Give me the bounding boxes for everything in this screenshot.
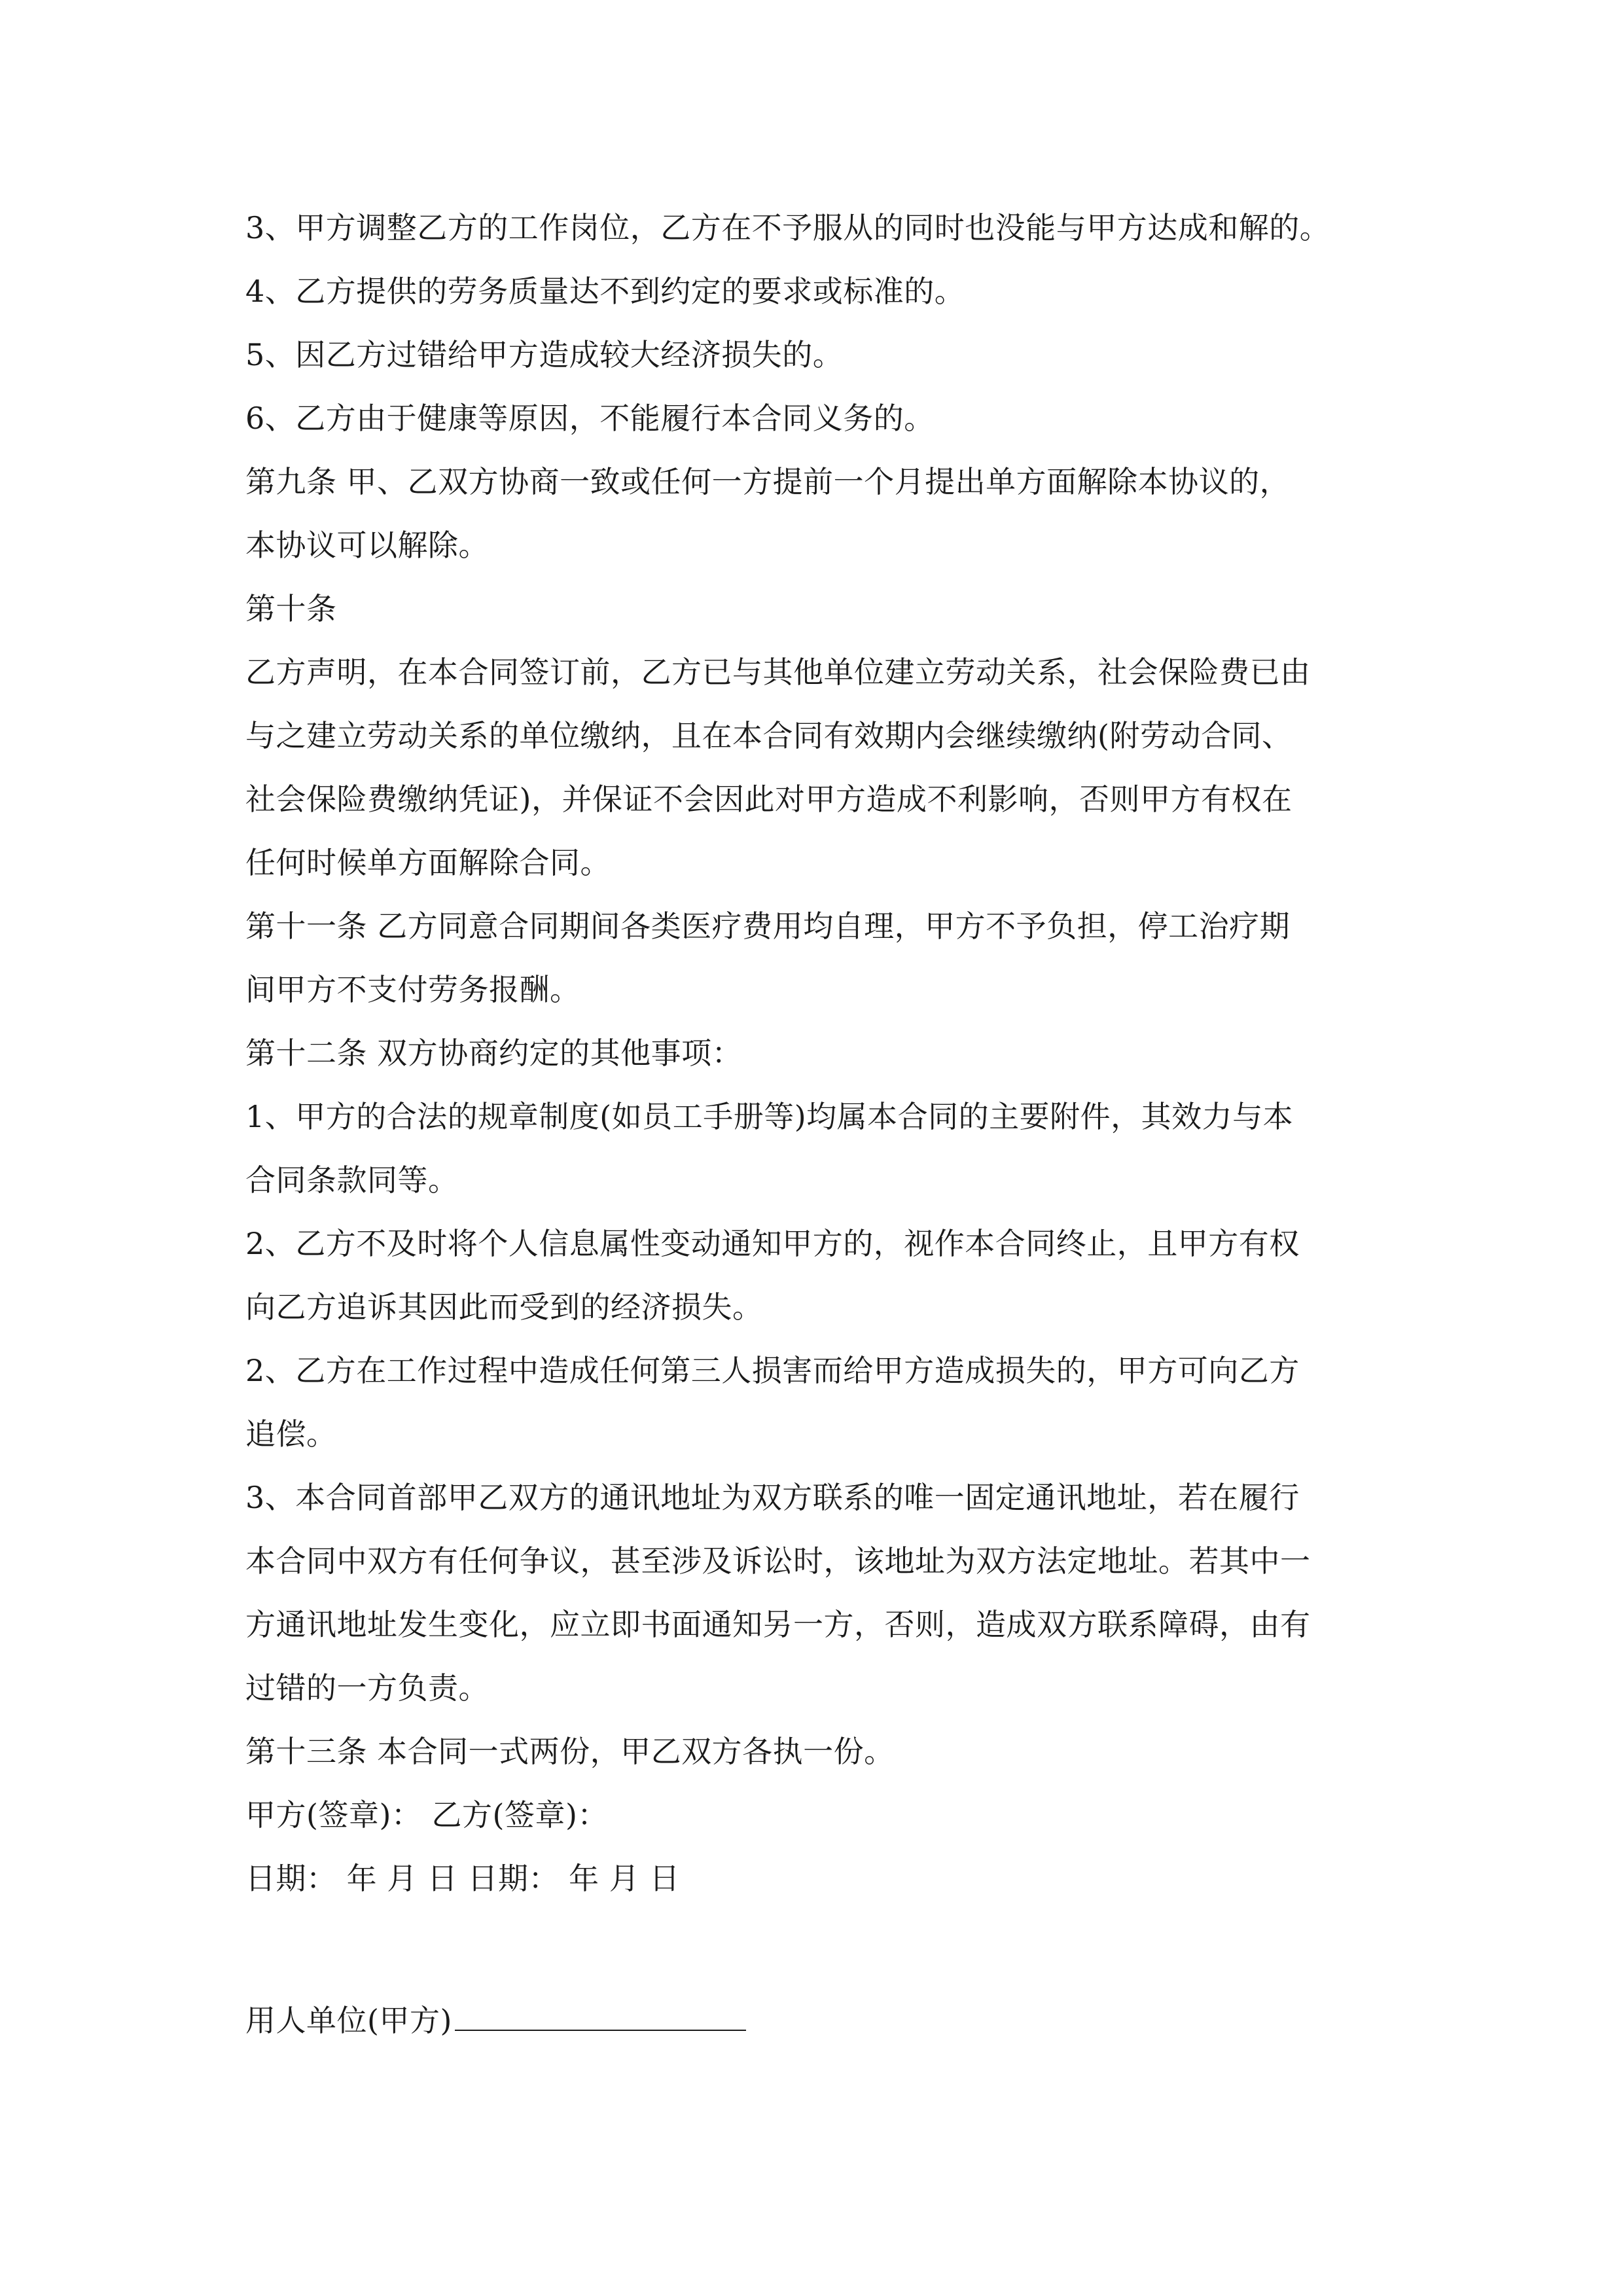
clause-line: 6、乙方由于健康等原因，不能履行本合同义务的。	[245, 401, 935, 436]
clause-line: 乙方声明，在本合同签订前，乙方已与其他单位建立劳动关系，社会保险费已由	[245, 655, 1311, 690]
date-labels: 日期： 年 月 日 日期： 年 月 日	[245, 1861, 680, 1896]
clause-line: 第十二条 双方协商约定的其他事项：	[245, 1035, 743, 1071]
clause-heading: 第十条	[245, 591, 337, 626]
clause-line: 2、乙方在工作过程中造成任何第三人损害而给甲方造成损失的，甲方可向乙方	[245, 1353, 1300, 1388]
employer-name-blank	[455, 1990, 746, 2031]
employer-label: 用人单位(甲方)	[245, 2003, 452, 2038]
clause-line: 第十三条 本合同一式两份，甲乙双方各执一份。	[245, 1734, 895, 1769]
clause-line: 3、甲方调整乙方的工作岗位，乙方在不予服从的同时也没能与甲方达成和解的。	[245, 210, 1330, 245]
clause-line: 方通讯地址发生变化，应立即书面通知另一方，否则，造成双方联系障碍，由有	[245, 1607, 1311, 1642]
spacer	[245, 1910, 1391, 1989]
clause-line: 1、甲方的合法的规章制度(如员工手册等)均属本合同的主要附件，其效力与本	[245, 1099, 1294, 1134]
clause-line: 与之建立劳动关系的单位缴纳，且在本合同有效期内会继续缴纳(附劳动合同、	[245, 718, 1293, 753]
clause-line: 4、乙方提供的劳务质量达不到约定的要求或标准的。	[245, 274, 965, 309]
clause-line: 社会保险费缴纳凭证)，并保证不会因此对甲方造成不利影响，否则甲方有权在	[245, 781, 1293, 817]
clause-line: 合同条款同等。	[245, 1162, 459, 1198]
clause-line: 过错的一方负责。	[245, 1670, 489, 1706]
signature-labels: 甲方(签章)： 乙方(签章)：	[245, 1797, 608, 1833]
clause-line: 5、因乙方过错给甲方造成较大经济损失的。	[245, 337, 844, 372]
clause-line: 追偿。	[245, 1416, 337, 1452]
clause-line: 3、本合同首部甲乙双方的通讯地址为双方联系的唯一固定通讯地址，若在履行	[245, 1480, 1300, 1515]
clause-line: 间甲方不支付劳务报酬。	[245, 972, 580, 1007]
clause-line: 本合同中双方有任何争议，甚至涉及诉讼时，该地址为双方法定地址。若其中一	[245, 1543, 1311, 1579]
employer-signature-line	[245, 1989, 1391, 2053]
clause-line: 向乙方追诉其因此而受到的经济损失。	[245, 1289, 763, 1325]
clause-line: 2、乙方不及时将个人信息属性变动通知甲方的，视作本合同终止，且甲方有权	[245, 1226, 1300, 1261]
clause-line: 任何时候单方面解除合同。	[245, 845, 611, 880]
clause-line: 第九条 甲、乙双方协商一致或任何一方提前一个月提出单方面解除本协议的，	[245, 464, 1291, 499]
clause-line: 第十一条 乙方同意合同期间各类医疗费用均自理，甲方不予负担，停工治疗期	[245, 908, 1291, 944]
document-body	[245, 196, 1391, 2053]
clause-line: 本协议可以解除。	[245, 528, 489, 563]
